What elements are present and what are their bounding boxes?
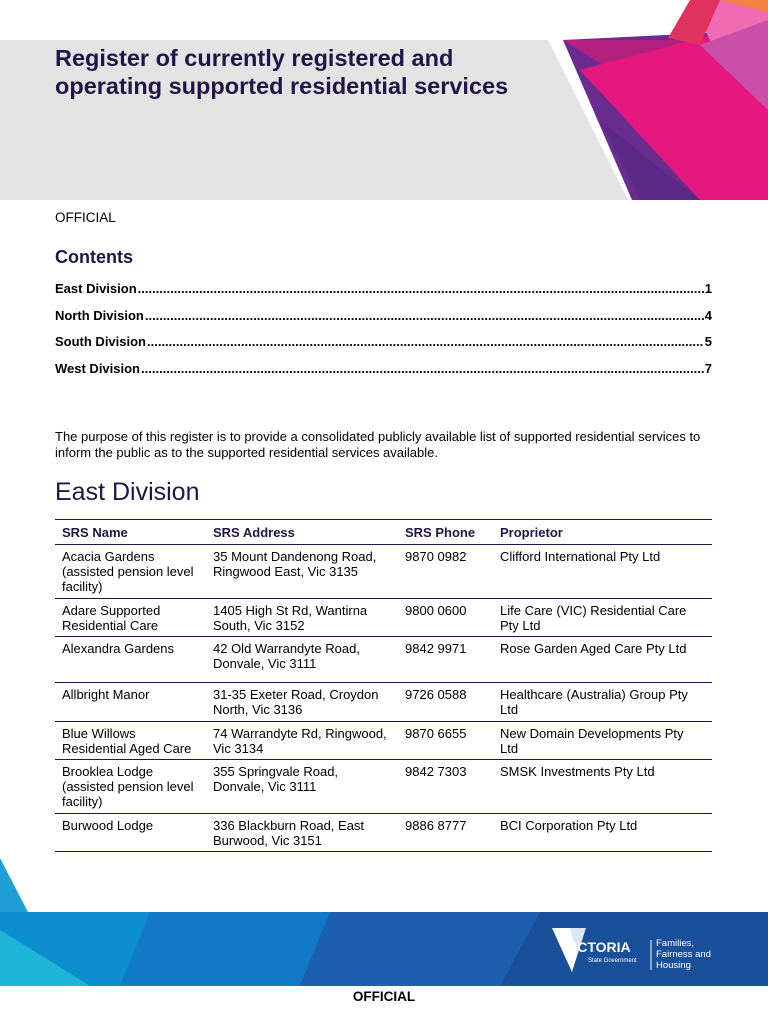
contents-heading: Contents [55, 247, 133, 267]
table-row [55, 814, 712, 852]
srs-proprietor: BCI Corporation Pty Ltd [493, 814, 712, 852]
toc-entry-east[interactable] [55, 281, 712, 308]
toc-leader [145, 308, 704, 323]
classification-label-bottom: OFFICIAL [352, 989, 416, 1004]
toc-leader [147, 334, 704, 349]
srs-name: Burwood Lodge [55, 814, 206, 852]
srs-proprietor: Life Care (VIC) Residential Care Pty Ltd [493, 599, 712, 637]
srs-phone: 9842 9971 [398, 637, 493, 683]
srs-name: Blue Willows Residential Aged Care [55, 722, 206, 760]
srs-address: 336 Blackburn Road, East Burwood, Vic 3151 [206, 814, 398, 852]
srs-address: 1405 High St Rd, Wantirna South, Vic 3152 [206, 599, 398, 637]
srs-proprietor: Clifford International Pty Ltd [493, 545, 712, 599]
toc-page-number: 7 [704, 361, 712, 377]
table-row [55, 599, 712, 637]
srs-phone: 9870 0982 [398, 545, 493, 599]
srs-phone: 9842 7303 [398, 760, 493, 814]
srs-name: Allbright Manor [55, 683, 206, 722]
east-division-heading: East Division [55, 478, 200, 506]
srs-proprietor: Rose Garden Aged Care Pty Ltd [493, 637, 712, 683]
table-header-row [55, 520, 712, 545]
toc-leader [138, 281, 704, 296]
toc-entry-south[interactable] [55, 334, 712, 361]
column-header-proprietor: Proprietor [493, 520, 712, 545]
column-header-name: SRS Name [55, 520, 206, 545]
table-row [55, 722, 712, 760]
table-of-contents [55, 281, 712, 388]
srs-phone: 9886 8777 [398, 814, 493, 852]
logo-subtext: State Government [588, 958, 637, 964]
victoria-government-logo [552, 926, 722, 981]
toc-label: North Division [55, 307, 144, 323]
document-title: Register of currently registered and operating supported residential services [55, 45, 509, 99]
srs-address: 74 Warrandyte Rd, Ringwood, Vic 3134 [206, 722, 398, 760]
toc-label: East Division [55, 281, 137, 296]
srs-address: 31-35 Exeter Road, Croydon North, Vic 3136 [206, 683, 398, 722]
toc-page-number: 4 [704, 307, 712, 323]
toc-leader [141, 361, 704, 376]
srs-name: Acacia Gardens (assisted pension level facility) [55, 545, 206, 599]
column-header-phone: SRS Phone [398, 520, 493, 545]
east-division-table [55, 519, 712, 852]
logo-wordmark: VICTORIA [564, 939, 631, 955]
srs-address: 35 Mount Dandenong Road, Ringwood East, Vic 3135 [206, 545, 398, 599]
toc-page-number: 5 [704, 334, 712, 350]
column-header-address: SRS Address [206, 520, 398, 545]
srs-phone: 9800 0600 [398, 599, 493, 637]
classification-label-top: OFFICIAL [55, 210, 116, 225]
srs-address: 355 Springvale Road, Donvale, Vic 3111 [206, 760, 398, 814]
table-row [55, 760, 712, 814]
victoria-logo-icon [552, 926, 722, 976]
srs-name: Brooklea Lodge (assisted pension level facility) [55, 760, 206, 814]
srs-phone: 9726 0588 [398, 683, 493, 722]
srs-phone: 9870 6655 [398, 722, 493, 760]
srs-proprietor: SMSK Investments Pty Ltd [493, 760, 712, 814]
table-row [55, 683, 712, 722]
toc-page-number: 1 [704, 281, 712, 296]
toc-entry-north[interactable] [55, 308, 712, 335]
toc-entry-west[interactable] [55, 361, 712, 388]
srs-proprietor: Healthcare (Australia) Group Pty Ltd [493, 683, 712, 722]
toc-label: West Division [55, 361, 141, 377]
srs-name: Adare Supported Residential Care [55, 599, 206, 637]
toc-label: South Division [55, 334, 146, 350]
srs-address: 42 Old Warrandyte Road, Donvale, Vic 3111 [206, 637, 398, 683]
srs-proprietor: New Domain Developments Pty Ltd [493, 722, 712, 760]
table-row [55, 545, 712, 599]
intro-paragraph: The purpose of this register is to provide a consolidated publicly available list of supported residential services to inform the public as to the supported residential services available. [55, 429, 701, 460]
header-graphic [0, 0, 768, 200]
department-name: Families, Fairness and Housing [656, 938, 711, 971]
table-row [55, 637, 712, 683]
srs-name: Alexandra Gardens [55, 637, 206, 683]
